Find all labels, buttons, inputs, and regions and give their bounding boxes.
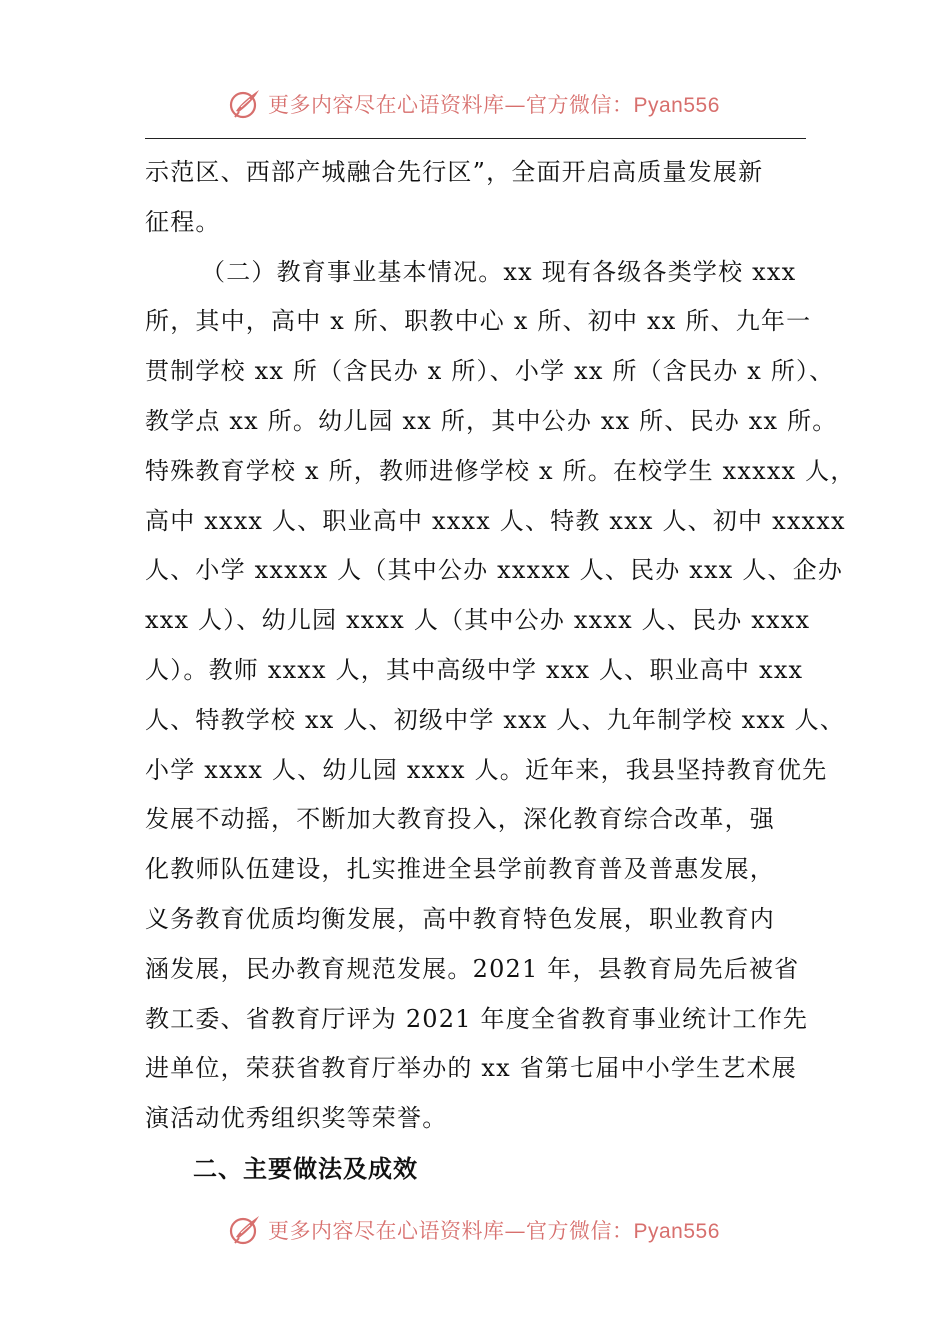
footer-official: 官方微信：: [526, 1219, 634, 1243]
header-divider: [145, 138, 806, 139]
text-line: 进单位，荣获省教育厅举办的 xx 省第七届中小学生艺术展: [145, 1054, 797, 1083]
text-line: 涵发展，民办教育规范发展。2021 年，县教育局先后被省: [145, 954, 800, 983]
text-line: 人）。教师 xxxx 人，其中高级中学 xxx 人、职业高中 xxx: [145, 655, 804, 684]
text-line: 演活动优秀组织奖等荣誉。: [145, 1104, 448, 1133]
header-separator: —: [504, 93, 526, 117]
quill-pen-logo-icon: [228, 87, 262, 121]
header-brand: 更多内容尽在心语资料库: [268, 93, 505, 117]
text-line: 教学点 xx 所。幼儿园 xx 所，其中公办 xx 所、民办 xx 所。: [145, 406, 838, 435]
quill-pen-logo-icon: [228, 1213, 262, 1247]
text-line: 教工委、省教育厅评为 2021 年度全省教育事业统计工作先: [145, 1004, 809, 1033]
text-line: 人、小学 xxxxx 人（其中公办 xxxxx 人、民办 xxx 人、企办: [145, 556, 844, 585]
text-line: 化教师队伍建设，扎实推进全县学前教育普及普惠发展，: [145, 855, 775, 884]
header-official: 官方微信：: [526, 93, 634, 117]
footer-brand: 更多内容尽在心语资料库: [268, 1219, 505, 1243]
header-banner-text: [268, 89, 720, 119]
text-line: 示范区、西部产城融合先行区”，全面开启高质量发展新: [145, 158, 764, 186]
footer-banner-text: [268, 1215, 720, 1245]
text-line: 义务教育优质均衡发展，高中教育特色发展，职业教育内: [145, 904, 775, 933]
header-handle: Pyan556: [633, 94, 720, 117]
text-line: （二）教育事业基本情况。xx 现有各级各类学校 xxx: [201, 257, 797, 286]
text-line: 所，其中，高中 x 所、职教中心 x 所、初中 xx 所、九年一: [145, 307, 812, 336]
text-line: 发展不动摇，不断加大教育投入，深化教育综合改革，强: [145, 805, 775, 834]
footer-handle: Pyan556: [633, 1220, 720, 1243]
text-line: xxx 人）、幼儿园 xxxx 人（其中公办 xxxx 人、民办 xxxx: [145, 606, 811, 635]
text-line: 征程。: [145, 207, 221, 236]
body-text: [145, 148, 856, 1144]
text-line: 人、特教学校 xx 人、初级中学 xxx 人、九年制学校 xxx 人、: [145, 705, 846, 734]
footer-separator: —: [504, 1219, 526, 1243]
text-line: 高中 xxxx 人、职业高中 xxxx 人、特教 xxx 人、初中 xxxxx: [145, 506, 846, 535]
footer-banner: [228, 1212, 720, 1248]
text-line: 贯制学校 xx 所（含民办 x 所）、小学 xx 所（含民办 x 所）、: [145, 357, 835, 386]
section-heading: 二、主要做法及成效: [193, 1155, 418, 1183]
header-banner: [228, 86, 720, 122]
text-line: 特殊教育学校 x 所，教师进修学校 x 所。在校学生 xxxxx 人，: [145, 456, 856, 485]
text-line: 小学 xxxx 人、幼儿园 xxxx 人。近年来，我县坚持教育优先: [145, 755, 828, 784]
